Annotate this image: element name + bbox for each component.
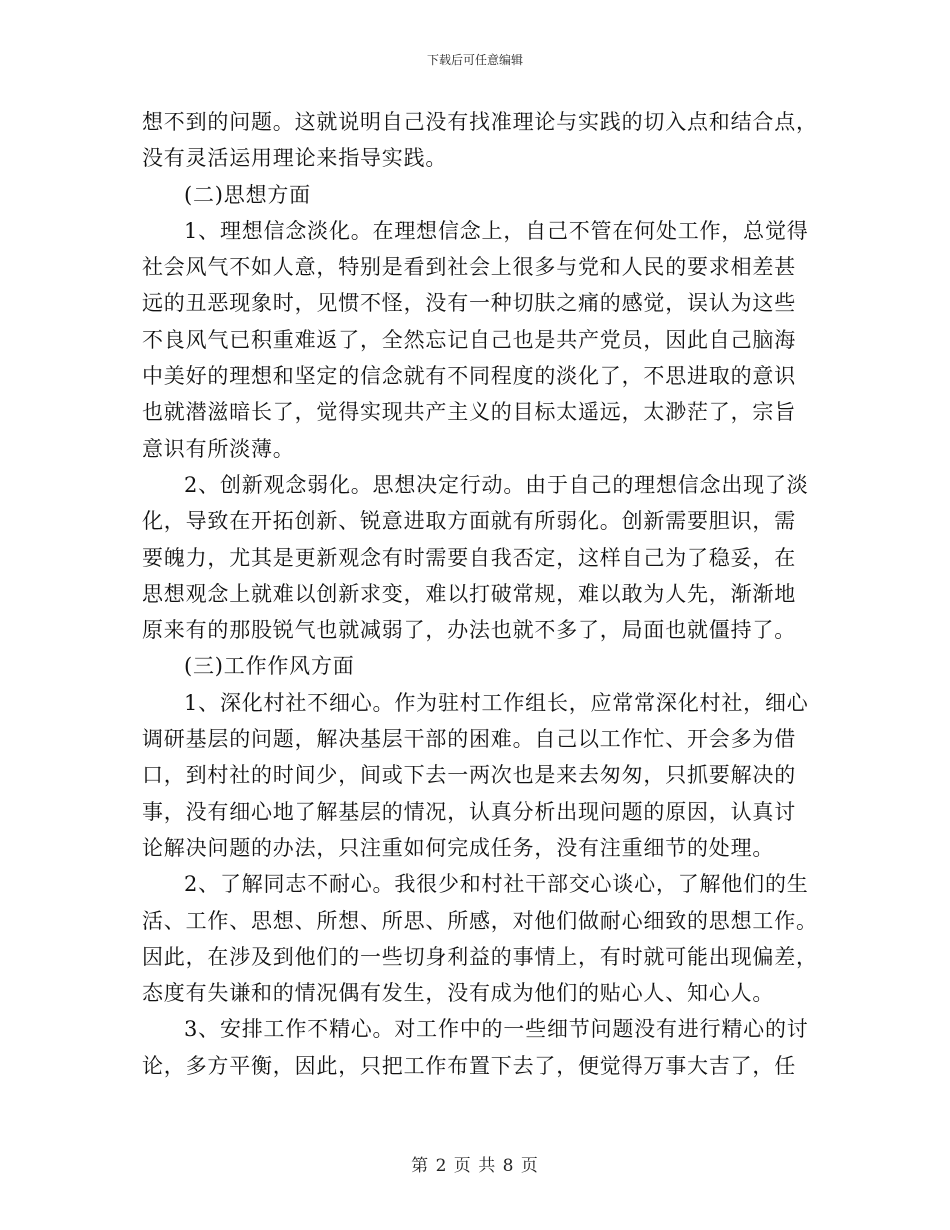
text-line: 1、深化村社不细心。作为驻村工作组长，应常常深化村社，细心	[184, 690, 809, 715]
page-footer-page-number: 第 2 页 共 8 页	[411, 1156, 539, 1176]
text-line: 论，多方平衡，因此，只把工作布置下去了，便觉得万事大吉了，任	[142, 1053, 796, 1078]
section-heading: (二)思想方面	[184, 182, 311, 207]
text-line: 思想观念上就难以创新求变，难以打破常规，难以敢为人先，渐渐地	[142, 581, 796, 606]
text-line: 事，没有细心地了解基层的情况，认真分析出现问题的原因，认真讨	[142, 799, 796, 824]
text-line: 中美好的理想和坚定的信念就有不同程度的淡化了，不思进取的意识	[142, 364, 796, 389]
text-line: 远的丑恶现象时，见惯不怪，没有一种切肤之痛的感觉，误认为这些	[142, 291, 796, 316]
text-line: 活、工作、思想、所想、所思、所感，对他们做耐心细致的思想工作。	[142, 908, 818, 933]
text-line: 调研基层的问题，解决基层干部的困难。自己以工作忙、开会多为借	[142, 727, 796, 752]
text-line: 想不到的问题。这就说明自己没有找准理论与实践的切入点和结合点，	[142, 110, 818, 134]
section-heading: (三)工作作风方面	[184, 654, 355, 679]
text-line: 3、安排工作不精心。对工作中的一些细节问题没有进行精心的讨	[184, 1017, 809, 1042]
text-line: 没有灵活运用理论来指导实践。	[142, 146, 448, 171]
text-line: 意识有所淡薄。	[142, 436, 295, 461]
text-line: 不良风气已积重难返了，全然忘记自己也是共产党员，因此自己脑海	[142, 327, 796, 352]
page-header: 下载后可任意编辑	[426, 53, 523, 67]
text-line: 2、了解同志不耐心。我很少和村社干部交心谈心，了解他们的生	[184, 872, 809, 897]
text-line: 态度有失谦和的情况偶有发生，没有成为他们的贴心人、知心人。	[142, 981, 775, 1006]
text-line: 因此，在涉及到他们的一些切身利益的事情上，有时就可能出现偏差，	[142, 944, 818, 969]
text-line: 2、创新观念弱化。思想决定行动。由于自己的理想信念出现了淡	[184, 472, 809, 497]
text-line: 要魄力，尤其是更新观念有时需要自我否定，这样自己为了稳妥，在	[142, 545, 796, 570]
text-line: 论解决问题的办法，只注重如何完成任务，没有注重细节的处理。	[142, 835, 775, 860]
text-line: 也就潜滋暗长了，觉得实现共产主义的目标太遥远，太渺茫了，宗旨	[142, 400, 796, 425]
text-line: 1、理想信念淡化。在理想信念上，自己不管在何处工作，总觉得	[184, 218, 809, 243]
text-line: 口，到村社的时间少，间或下去一两次也是来去匆匆，只抓要解决的	[142, 763, 796, 788]
text-line: 化，导致在开拓创新、锐意进取方面就有所弱化。创新需要胆识，需	[142, 509, 796, 534]
text-line: 社会风气不如人意，特别是看到社会上很多与党和人民的要求相差甚	[142, 255, 796, 280]
text-line: 原来有的那股锐气也就减弱了，办法也就不多了，局面也就僵持了。	[142, 618, 796, 643]
document-body	[142, 104, 818, 1084]
